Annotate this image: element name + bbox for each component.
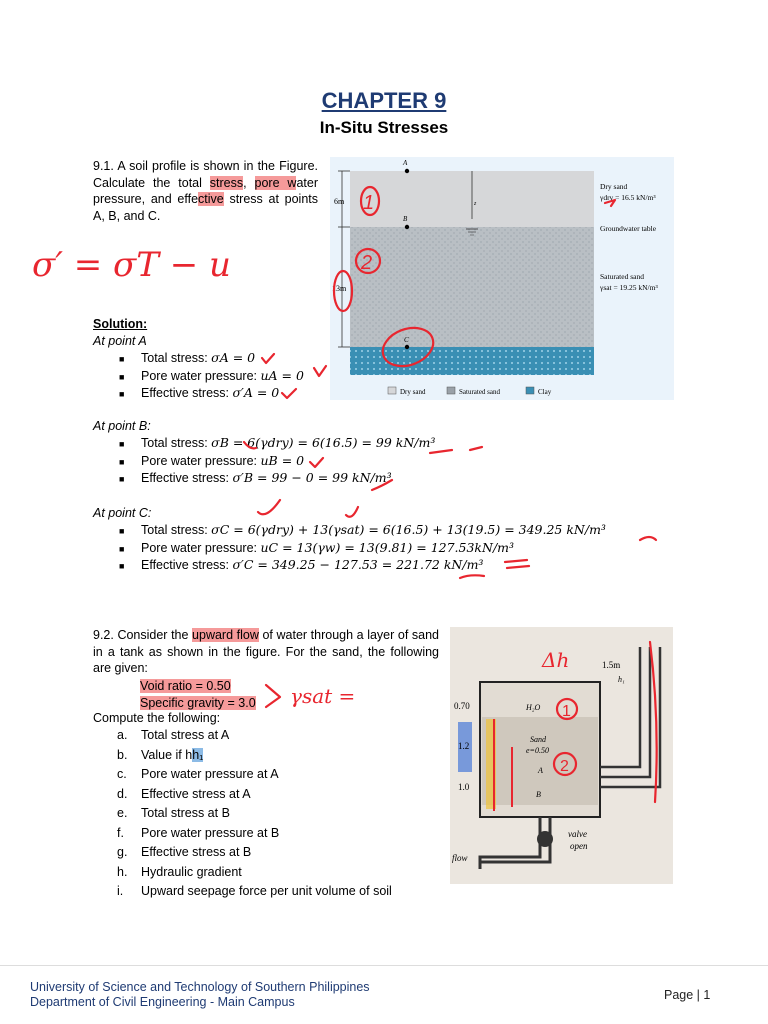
svg-text:B: B <box>403 215 408 223</box>
svg-text:6m: 6m <box>334 197 345 206</box>
specific-gravity: Specific gravity = 3.0 <box>140 696 256 710</box>
svg-text:13m: 13m <box>332 284 347 293</box>
given-values <box>140 678 256 712</box>
svg-text:Saturated sand: Saturated sand <box>600 272 644 281</box>
svg-text:Clay: Clay <box>538 388 552 396</box>
void-ratio: Void ratio = 0.50 <box>140 679 231 693</box>
svg-text:A: A <box>403 159 408 167</box>
ink-annotations <box>0 340 768 600</box>
point-b-heading: At point B: <box>93 419 151 433</box>
svg-text:1.0: 1.0 <box>458 782 470 792</box>
svg-text:flow: flow <box>452 853 468 863</box>
solution-line: ■ Total stress: σC = 6(γdry) + 13(γsat) = 6(16.5) + 13(19.5) = 349.25 kN/m³ <box>119 521 606 537</box>
svg-text:γdry = 16.5 kN/m³: γdry = 16.5 kN/m³ <box>600 193 656 202</box>
svg-text:1.2: 1.2 <box>458 741 470 751</box>
list-item: b. Value if hh₁ <box>117 747 204 762</box>
svg-text:1: 1 <box>363 192 375 214</box>
list-item: d. Effective stress at A <box>117 786 251 801</box>
solution-line: ■ Total stress: σB = 6(γdry) = 6(16.5) = 99 kN/m³ <box>119 434 436 450</box>
svg-text:1.5m: 1.5m <box>602 660 621 670</box>
list-item: i. Upward seepage force per unit volume of soil <box>117 884 392 898</box>
svg-text:1: 1 <box>562 703 571 720</box>
handwritten-formula <box>30 238 230 293</box>
problem-2-statement: 9.2. Consider the upward flow of water through a layer of sand in a tank as shown in the figure. For the sand, the following are given: <box>93 628 440 675</box>
handwritten-gamma <box>260 675 370 715</box>
problem-1-statement: 9.1. A soil profile is shown in the Figure. Calculate the total stress, pore water pressure, and effective stress at points A, B, and C. <box>93 159 319 223</box>
list-item: f. Pore water pressure at B <box>117 825 280 840</box>
svg-text:Dry sand: Dry sand <box>600 182 628 191</box>
svg-text:0.70: 0.70 <box>454 701 470 711</box>
list-item: c. Pore water pressure at A <box>117 767 279 781</box>
compute-label: Compute the following: <box>93 711 221 725</box>
svg-text:Sand: Sand <box>530 735 546 744</box>
compute-list <box>93 726 392 902</box>
footer-line-2: Department of Civil Engineering - Main Campus <box>30 995 295 1009</box>
solution-line: ■ Pore water pressure: uB = 0 <box>119 452 305 468</box>
solution-line: ■ Pore water pressure: uA = 0 <box>119 367 304 383</box>
footer-line-1: University of Science and Technology of Southern Philippines <box>30 980 370 994</box>
point-a-heading: At point A <box>93 334 147 348</box>
solution-line: ■ Effective stress: σ′C = 349.25 − 127.53 = 221.72 kN/m³ <box>119 557 484 573</box>
chapter-title: CHAPTER 9 <box>321 88 447 113</box>
svg-text:z: z <box>474 201 477 207</box>
svg-text:γsat = 19.25 kN/m³: γsat = 19.25 kN/m³ <box>600 283 658 292</box>
svg-text:h₁: h₁ <box>618 675 625 684</box>
footer-institution <box>30 980 370 1010</box>
svg-text:σ′ = σT − u: σ′ = σT − u <box>32 245 230 285</box>
svg-text:open: open <box>570 841 588 851</box>
svg-text:e=0.50: e=0.50 <box>526 746 549 755</box>
solution-label: Solution: <box>93 317 148 331</box>
svg-text:valve: valve <box>568 829 587 839</box>
list-item: h. Hydraulic gradient <box>117 864 242 879</box>
svg-text:H₂O: H₂O <box>526 703 541 712</box>
svg-text:Saturated sand: Saturated sand <box>459 388 501 396</box>
svg-text:Groundwater table: Groundwater table <box>600 224 657 233</box>
svg-text:γsat =: γsat = <box>290 684 356 708</box>
valve <box>537 831 553 847</box>
svg-text:Δh: Δh <box>542 648 570 672</box>
solution-line: ■ Pore water pressure: uC = 13(γw) = 13(9.81) = 127.53kN/m³ <box>119 539 515 555</box>
svg-text:2: 2 <box>560 758 569 775</box>
svg-text:Dry sand: Dry sand <box>400 388 426 396</box>
svg-text:B: B <box>536 790 541 799</box>
point-c-heading: At point C: <box>93 506 152 520</box>
page-number: Page | 1 <box>664 988 711 1002</box>
solution-line: ■ Total stress: σA = 0 <box>119 349 256 365</box>
svg-text:C: C <box>404 336 409 344</box>
svg-text:A: A <box>538 766 543 775</box>
svg-text:2: 2 <box>361 252 373 274</box>
list-item: a. Total stress at A <box>117 728 230 742</box>
tank-figure <box>450 627 673 884</box>
chapter-subtitle: In-Situ Stresses <box>319 118 449 137</box>
list-item: e. Total stress at B <box>117 806 230 820</box>
list-item: g. Effective stress at B <box>117 845 252 859</box>
solution-line: ■ Effective stress: σ′B = 99 − 0 = 99 kN/m³ <box>119 470 392 486</box>
solution-line: ■ Effective stress: σ′A = 0 <box>119 385 280 401</box>
